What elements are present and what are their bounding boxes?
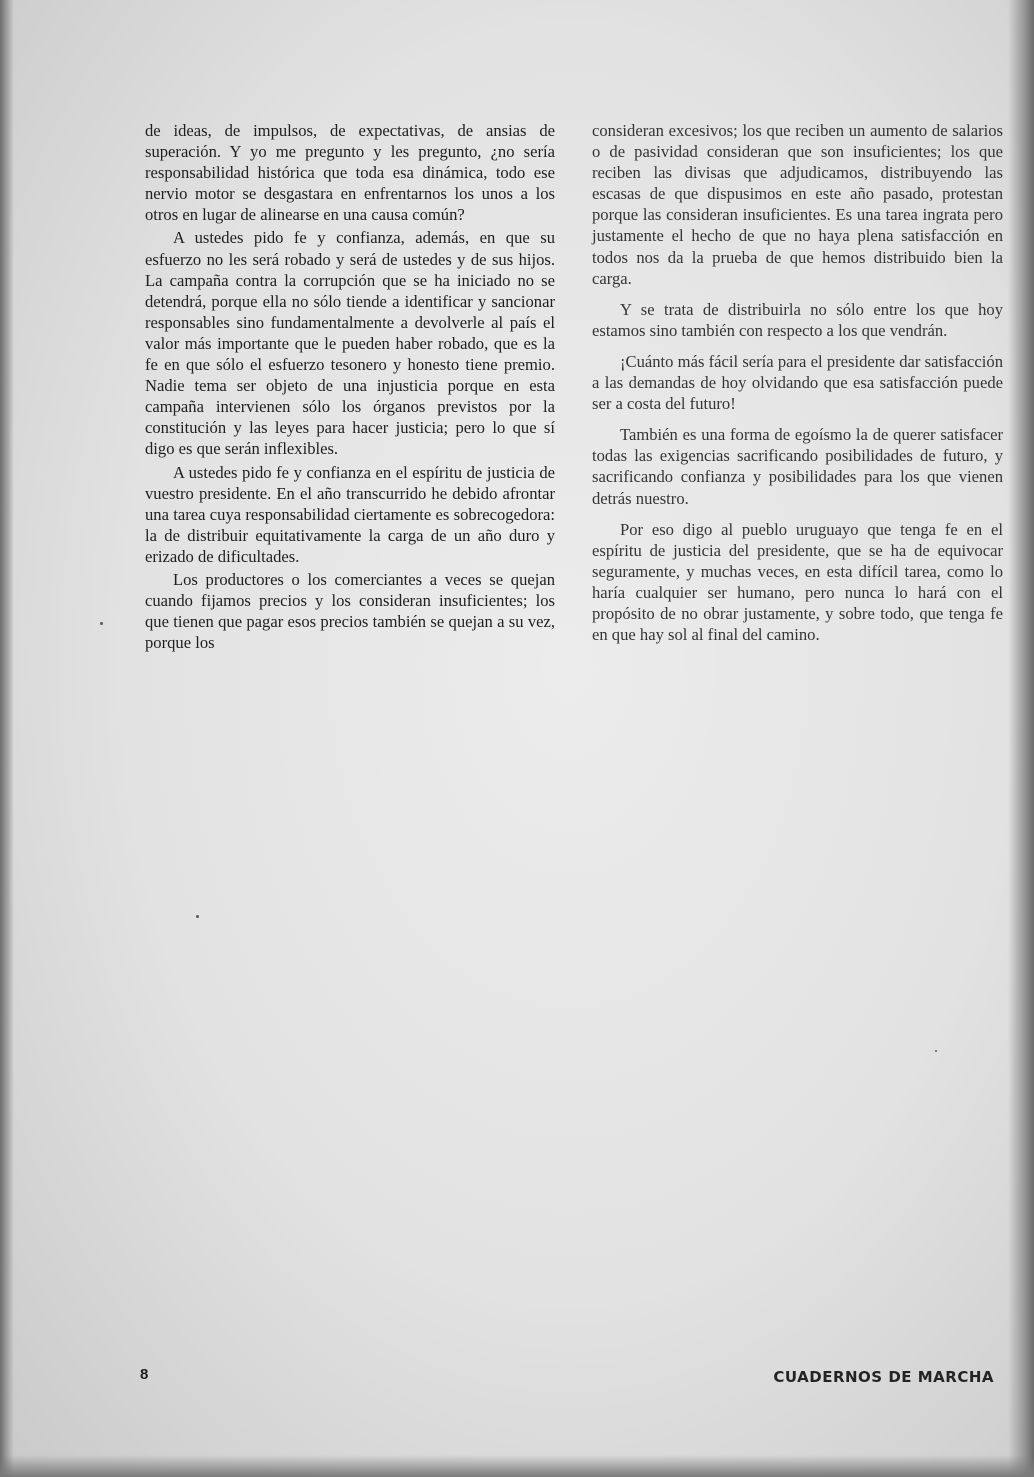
text-column-right [592,120,1003,645]
paragraph: consideran excesivos; los que reciben un aumento de salarios o de pasividad consideran que son insuficientes; los que reciben las divisas que adjudicamos, distribuyendo las escasas de que dispusimos en este año pasado, protestan porque las consideran insuficientes. Es una tarea ingrata pero justamente el hecho de que no haya plena satisfacción en todos nos da la prueba de que hemos distribuido bien la carga. [592,121,1003,288]
paragraph: Los productores o los comerciantes a veces se quejan cuando fijamos precios y los consideran insuficientes; los que tienen que pagar esos precios también se quejan a su vez, porque los [145,569,555,653]
scan-speck [100,622,103,625]
scan-speck [196,915,199,918]
page-shadow-bottom [0,1455,1034,1477]
paragraph: A ustedes pido fe y confianza, además, en que su esfuerzo no les será robado y será de ustedes y de sus hijos. La campaña contra la corrupción que se ha iniciado no se detendrá, porque ella no sólo tiende a identificar y sancionar responsables sino fundamentalmente a devolverle al país el valor más importante que le pueden haber robado, que es la fe en que sólo el esfuerzo tesonero y honesto tiene premio. Nadie tema ser objeto de una injusticia porque en esta campaña intervienen sólo los órganos previstos por la constitución y las leyes para hacer justicia; pero lo que sí digo es que serán inflexibles. [145,228,555,459]
page-number: 8 [140,1366,149,1383]
publication-title: CUADERNOS DE MARCHA [773,1368,994,1386]
paragraph: A ustedes pido fe y confianza en el espíritu de justicia de vuestro presidente. En el año transcurrido he debido afrontar una tarea cuya responsabilidad ciertamente es sobrecogedora: la de distribuir equitativamente la carga de un año duro y erizado de dificultades. [145,462,555,566]
text-column-left [145,120,555,653]
paragraph: También es una forma de egoísmo la de querer satisfacer todas las exigencias sacrificando posibilidades de futuro, y sacrificando confianza y posibilidades para los que vienen detrás nuestro. [592,425,1003,508]
scan-speck [935,1050,937,1052]
paragraph: Y se trata de distribuirla no sólo entre los que hoy estamos sino también con respecto a los que vendrán. [592,299,1003,340]
page-shadow-left [0,0,14,1477]
paragraph: Por eso digo al pueblo uruguayo que tenga fe en el espíritu de justicia del presidente, que se ha de equivocar seguramente, y muchas veces, en esta difícil tarea, como lo haría cualquier ser humano, pero nunca lo hará con el propósito de no obrar justamente, y sobre todo, que tenga fe en que hay sol al final del camino. [592,519,1003,645]
paragraph: ¡Cuánto más fácil sería para el presidente dar satisfacción a las demandas de hoy olvidando que esa satisfacción puede ser a costa del futuro! [592,351,1003,414]
page-shadow-right [1008,0,1034,1477]
paragraph: de ideas, de impulsos, de expectativas, de ansias de superación. Y yo me pregunto y les pregunto, ¿no sería responsabilidad histórica que toda esa dinámica, todo ese nervio motor se desgastara en enfrentarnos los unos a los otros en lugar de alinearse en una causa común? [145,121,555,225]
